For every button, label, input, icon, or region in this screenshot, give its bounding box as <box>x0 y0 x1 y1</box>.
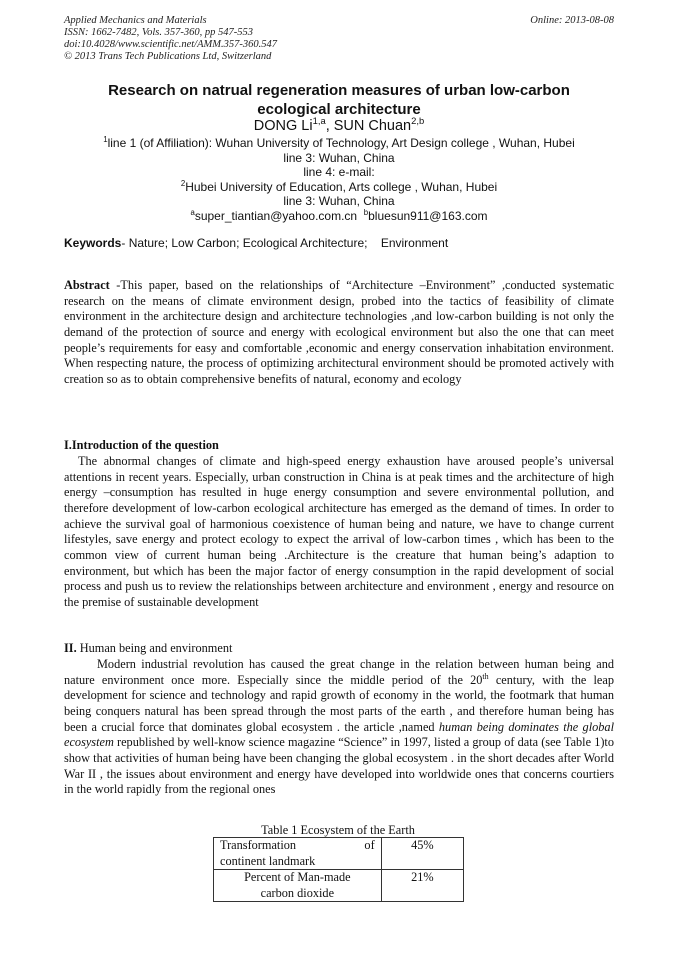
journal-name: Applied Mechanics and Materials <box>64 15 207 26</box>
ecosystem-table <box>213 837 464 902</box>
abstract <box>64 278 614 388</box>
title-line-2: ecological architecture <box>257 101 421 118</box>
section-2-text: Modern industrial revolution has caused the great change in the relation between human being and nature environment once more. Especially since the middle period of the 20th century, with the leap development for science and technology and rapid growth of economy in the world, the footmark that human being conquers natural has been spread through the most parts of the earth , and therefore human being has been a crucial force that dominates global ecosystem . the article ,named human being dominates the global ecosystem republished by well-know science magazine “Science” in 1997, listed a group of data (see Table 1)to show that activities of human being have been changing the global ecosystem . in the short decades after World War II , the issues about environment and energy have developed into worldwide ones that concerns courtiers in the world rapidly from the regional ones <box>64 657 614 797</box>
section-2-heading: II. Human being and environment <box>64 641 233 655</box>
keywords-text: - Nature; Low Carbon; Ecological Architecture; Environment <box>121 236 449 250</box>
title-line-1: Research on natrual regeneration measures of urban low-carbon <box>108 82 570 99</box>
table-cell-label: Transformation of continent landmark <box>214 838 382 870</box>
table-caption: Table 1 Ecosystem of the Earth <box>261 823 415 837</box>
article-title: human being dominates the global ecosystem <box>64 719 614 750</box>
author-1: DONG Li <box>253 118 313 134</box>
issn-line: ISSN: 1662-7482, Vols. 357-360, pp 547-553 <box>64 27 253 38</box>
affiliation-2: $^2$Hubei University of Education, Arts college , Wuhan, Hubei <box>180 178 498 194</box>
author-separator: , <box>325 118 334 134</box>
journal-header <box>64 15 277 63</box>
author-2-sup: 2,b <box>411 115 425 127</box>
author-1-sup: 1,a <box>312 115 326 127</box>
copyright-line: © 2013 Trans Tech Publications Ltd, Switzerland <box>64 51 272 62</box>
affiliations <box>64 136 614 224</box>
author-list <box>64 117 614 135</box>
email-line: $^a$super_tiantian@yahoo.com.cn $^b$bluesun911@163.com <box>190 207 488 223</box>
abstract-text: -This paper, based on the relationships of “Architecture –Environment” ,conducted systematic research on the means of climate environment design, probed into the tactics of feasibility of climate environment in the architecture design and architecture technologies ,and low-carbon building is not only the demand of the protection of source and energy with ecological environment but also the one that can meet people’s requirements for easy and comfortable ,economic and energy conservation inhabitation environment. When respecting nature, the process of optimizing architectural environment should be promoted actively with creation so as to obtain comprehensive benefits of natural, economy and ecology <box>64 278 614 386</box>
author-2: SUN Chuan <box>333 118 412 134</box>
table-row <box>214 870 464 902</box>
affiliation-1-line-3: line 3: Wuhan, China <box>283 150 395 165</box>
keywords-label: Keywords <box>64 236 122 250</box>
affiliation-2-line-3: line 3: Wuhan, China <box>283 194 395 209</box>
section-1-heading: I.Introduction of the question <box>64 438 219 452</box>
email-a: super_tiantian@yahoo.com.cn <box>194 208 358 223</box>
affiliation-1: $^1$line 1 (of Affiliation): Wuhan University of Technology, Art Design college , Wuhan, Hubei <box>103 135 575 150</box>
keywords <box>64 236 448 251</box>
abstract-label: Abstract <box>64 278 110 292</box>
doi-line: doi:10.4028/www.scientific.net/AMM.357-360.547 <box>64 39 277 50</box>
affiliation-1-line-4: line 4: e-mail: <box>303 165 375 180</box>
table-cell-value: 21% <box>381 870 463 902</box>
email-b: bluesun911@163.com <box>368 208 488 223</box>
paper-title <box>64 81 614 119</box>
table-cell-label: Percent of Man-made carbon dioxide <box>214 870 382 902</box>
table-row <box>214 838 464 870</box>
online-date: Online: 2013-08-08 <box>530 15 614 26</box>
table-cell-value: 45% <box>381 838 463 870</box>
section-1-text: The abnormal changes of climate and high-speed energy exhaustion have aroused people’s universal attentions in recent years. Especially, urban construction in China is at peak times and the architecture of high energy –consumption has resulted in huge energy consumption and severe environmental pollution, and therefore development of low-carbon ecological architecture has emerged as the demand of times. In order to achieve the survival goal of harmonious coexistence of human being and nature, we have to change current lifestyles, save energy and protect ecology to expect the arrival of low-carbon times , which has been to the common view of current human being .Architecture is the creature that human being’s adaption to environment, but which has been the major factor of energy consumption in the rapid development of social process and push us to review the relationships between architecture and environment , energy and resource on the premise of sustainable development <box>64 454 614 609</box>
